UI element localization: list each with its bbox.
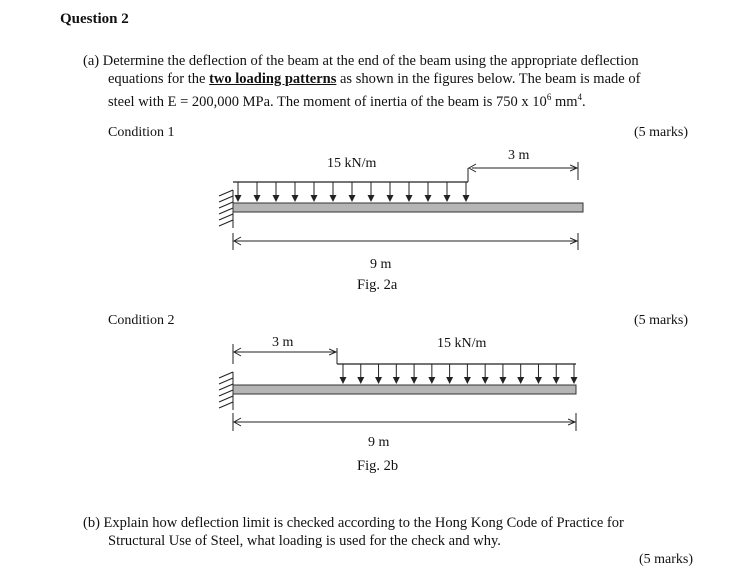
load-arrow-head <box>292 195 299 202</box>
load-arrow-head <box>517 377 524 384</box>
load-arrow-head <box>463 195 470 202</box>
dimension-label-9m-2a: 9 m <box>370 257 392 272</box>
load-arrow-head <box>340 377 347 384</box>
condition-2-marks: (5 marks) <box>634 313 689 328</box>
load-arrow-head <box>535 377 542 384</box>
load-arrow-head <box>464 377 471 384</box>
figure-2b <box>219 335 578 474</box>
load-arrow-head <box>375 377 382 384</box>
load-arrow-head <box>387 195 394 202</box>
figure-caption-2a: Fig. 2a <box>357 277 398 293</box>
load-arrow-head <box>411 377 418 384</box>
part-b-marks: (5 marks) <box>639 552 694 567</box>
load-arrow-head <box>357 377 364 384</box>
load-label-2a: 15 kN/m <box>327 156 377 171</box>
load-arrow-head <box>499 377 506 384</box>
fixed-support-icon <box>219 372 233 410</box>
fixed-support-icon <box>219 190 233 228</box>
figure-caption-2b: Fig. 2b <box>357 458 399 474</box>
part-a-text-1: Determine the deflection of the beam at the end of the beam using the appropriate deflection <box>102 53 639 69</box>
load-arrow-head <box>311 195 318 202</box>
question-title: Question 2 <box>60 11 129 27</box>
dimension-label-3m-2b: 3 m <box>272 335 294 350</box>
condition-2-label: Condition 2 <box>108 313 175 328</box>
load-label-2b: 15 kN/m <box>437 336 487 351</box>
load-arrow-head <box>273 195 280 202</box>
load-arrow-head <box>428 377 435 384</box>
load-arrow-head <box>406 195 413 202</box>
udl-arrows-2b <box>340 364 578 384</box>
dimension-label-3m-2a: 3 m <box>508 148 530 163</box>
part-b-label: (b) <box>83 515 100 531</box>
part-a-line-2: equations for the two loading patterns as shown in the figures below. The beam is made of <box>108 71 641 87</box>
load-arrow-head <box>482 377 489 384</box>
part-b-line-1: (b) Explain how deflection limit is checked according to the Hong Kong Code of Practice for <box>83 515 624 531</box>
two-loading-patterns-emphasis: two loading patterns <box>209 71 337 87</box>
load-arrow-head <box>571 377 578 384</box>
load-arrow-head <box>393 377 400 384</box>
udl-arrows-2a <box>235 182 470 202</box>
part-a-line-3: steel with E = 200,000 MPa. The moment of inertia of the beam is 750 x $10^6$ $mm^4$. <box>108 92 586 110</box>
part-a-label: (a) <box>83 53 100 69</box>
load-arrow-head <box>235 195 242 202</box>
load-arrow-head <box>553 377 560 384</box>
load-arrow-head <box>425 195 432 202</box>
load-arrow-head <box>254 195 261 202</box>
load-arrow-head <box>444 195 451 202</box>
load-arrow-head <box>330 195 337 202</box>
part-b-line-2: Structural Use of Steel, what loading is used for the check and why. <box>108 533 501 549</box>
beam-2b <box>233 385 576 394</box>
dimension-label-9m-2b: 9 m <box>368 435 390 450</box>
load-arrow-head <box>446 377 453 384</box>
figure-2a <box>219 148 583 293</box>
condition-1-marks: (5 marks) <box>634 125 689 140</box>
condition-1-label: Condition 1 <box>108 125 175 140</box>
load-arrow-head <box>368 195 375 202</box>
beam-2a <box>233 203 583 212</box>
load-arrow-head <box>349 195 356 202</box>
